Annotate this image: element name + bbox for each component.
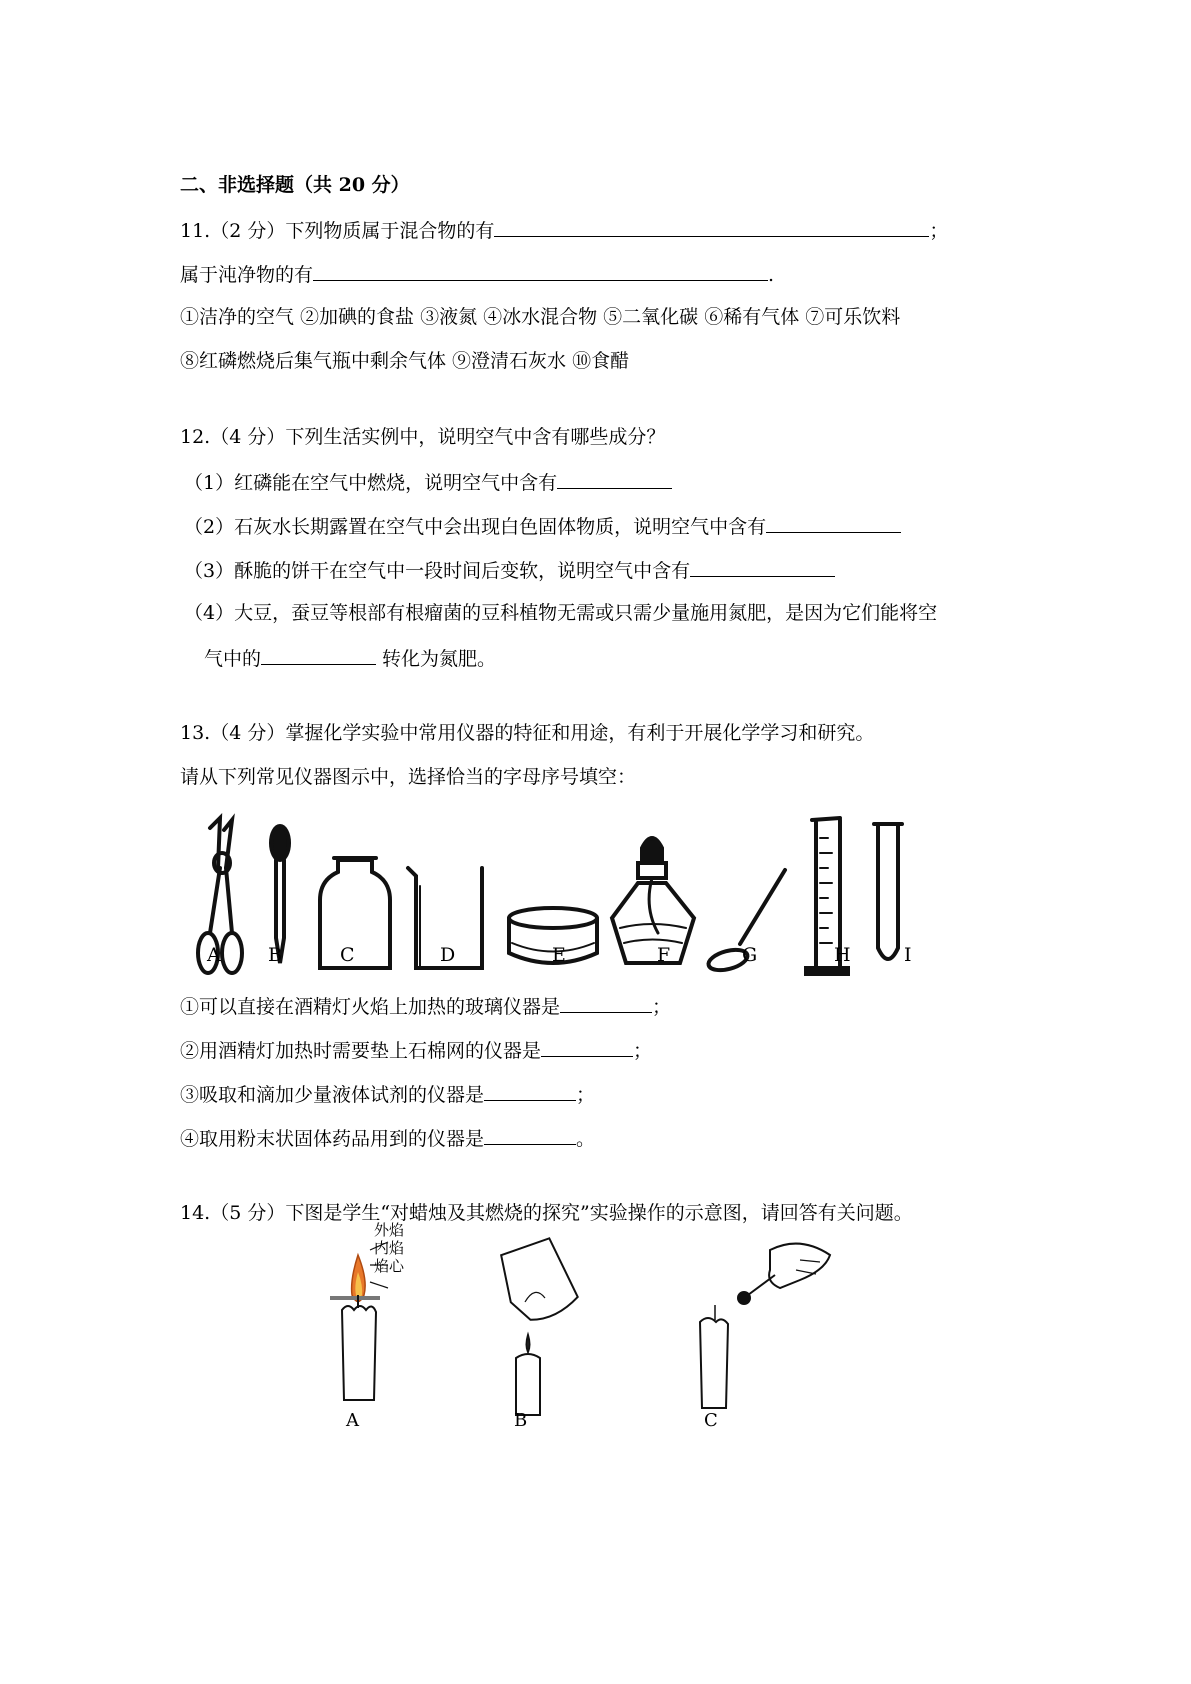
candle-label-b: B [514, 1410, 528, 1431]
q13-a4-text: ④取用粉末状固体药品用到的仪器是 [180, 1128, 485, 1150]
test-tube-icon [874, 824, 902, 959]
q12-s2 [184, 512, 901, 540]
q13-a3 [180, 1080, 595, 1108]
q12-blank-3[interactable] [690, 556, 835, 577]
q12-s2-text: （2）石灰水长期露置在空气中会出现白色固体物质，说明空气中含有 [184, 516, 767, 538]
apparatus-label-i: I [904, 944, 912, 966]
q13-a1 [180, 992, 671, 1020]
q13-a4-end: 。 [576, 1128, 596, 1150]
candle-label-c: C [704, 1410, 718, 1431]
candle-label-a: A [346, 1410, 359, 1431]
q12-blank-2[interactable] [766, 512, 901, 533]
reagent-bottle-icon [320, 858, 390, 968]
q12-blank-4[interactable] [261, 644, 376, 665]
q11-line2 [180, 260, 774, 288]
q13-blank-3[interactable] [484, 1080, 576, 1101]
q13-a1-text: ①可以直接在酒精灯火焰上加热的玻璃仪器是 [180, 996, 561, 1018]
q13-blank-2[interactable] [541, 1036, 633, 1057]
q13-a2-end: ； [633, 1040, 653, 1062]
section-title: 二、非选择题（共 20 分） [180, 174, 410, 196]
apparatus-label-c: C [340, 944, 355, 966]
q11-stem: 11.（2 分）下列物质属于混合物的有 [180, 220, 495, 242]
alcohol-lamp-icon [612, 838, 694, 963]
q12-s4b-post: 转化为氮肥。 [376, 648, 497, 670]
q13-a3-text: ③吸取和滴加少量液体试剂的仪器是 [180, 1084, 485, 1106]
candle-experiment-figure [330, 1240, 910, 1480]
apparatus-label-f: F [657, 944, 671, 966]
apparatus-label-d: D [440, 944, 456, 966]
q13-blank-1[interactable] [560, 992, 652, 1013]
q13-a4 [180, 1124, 595, 1152]
candle-c-icon [700, 1244, 830, 1408]
flame-label-outer: 外焰 [374, 1221, 405, 1239]
q11-options-2: ⑧红磷燃烧后集气瓶中剩余气体 ⑨澄清石灰水 ⑩食醋 [180, 350, 630, 372]
q12-s1 [184, 468, 672, 496]
q13-instruction: 请从下列常见仪器图示中，选择恰当的字母序号填空： [180, 766, 637, 788]
apparatus-label-b: B [268, 944, 282, 966]
dropper-icon [271, 826, 289, 963]
q11-line1-end: ； [929, 220, 949, 242]
q11-pure-label: 属于沌净物的有 [180, 264, 314, 286]
q11-blank-mixture[interactable] [494, 216, 929, 237]
flame-label-inner: 内焰 [374, 1239, 405, 1257]
q13-a3-end: ； [576, 1084, 596, 1106]
q11-line1 [180, 216, 948, 244]
flame-label-core: 焰心 [374, 1257, 405, 1275]
q12-s4a: （4）大豆，蚕豆等根部有根瘤菌的豆科植物无需或只需少量施用氮肥，是因为它们能将空 [184, 602, 938, 624]
q13-blank-4[interactable] [484, 1124, 576, 1145]
q11-line2-end: . [768, 264, 775, 286]
q13-a2-text: ②用酒精灯加热时需要垫上石棉网的仪器是 [180, 1040, 542, 1062]
q12-s3-text: （3）酥脆的饼干在空气中一段时间后变软，说明空气中含有 [184, 560, 691, 582]
q12-s4b-pre: 气中的 [204, 648, 262, 670]
q12-s3 [184, 556, 835, 584]
q12-blank-1[interactable] [557, 468, 672, 489]
q11-options-1: ①洁净的空气 ②加碘的食盐 ③液氮 ④冰水混合物 ⑤二氧化碳 ⑥稀有气体 ⑦可乐饮料 [180, 306, 901, 328]
q11-blank-pure[interactable] [313, 260, 768, 281]
q12-s4b [204, 644, 496, 672]
q14-stem: 14.（5 分）下图是学生“对蜡烛及其燃烧的探究”实验操作的示意图，请回答有关问题。 [180, 1202, 913, 1224]
q13-a2 [180, 1036, 652, 1064]
candle-b-icon [500, 1236, 580, 1415]
q13-stem: 13.（4 分）掌握化学实验中常用仪器的特征和用途，有利于开展化学学习和研究。 [180, 722, 875, 744]
q13-a1-end: ； [652, 996, 672, 1018]
apparatus-label-g: G [742, 944, 758, 966]
q12-s1-text: （1）红磷能在空气中燃烧，说明空气中含有 [184, 472, 558, 494]
apparatus-label-h: H [834, 944, 851, 966]
apparatus-label-e: E [552, 944, 566, 966]
apparatus-label-a: A [207, 944, 221, 966]
q12-stem: 12.（4 分）下列生活实例中，说明空气中含有哪些成分？ [180, 426, 666, 448]
